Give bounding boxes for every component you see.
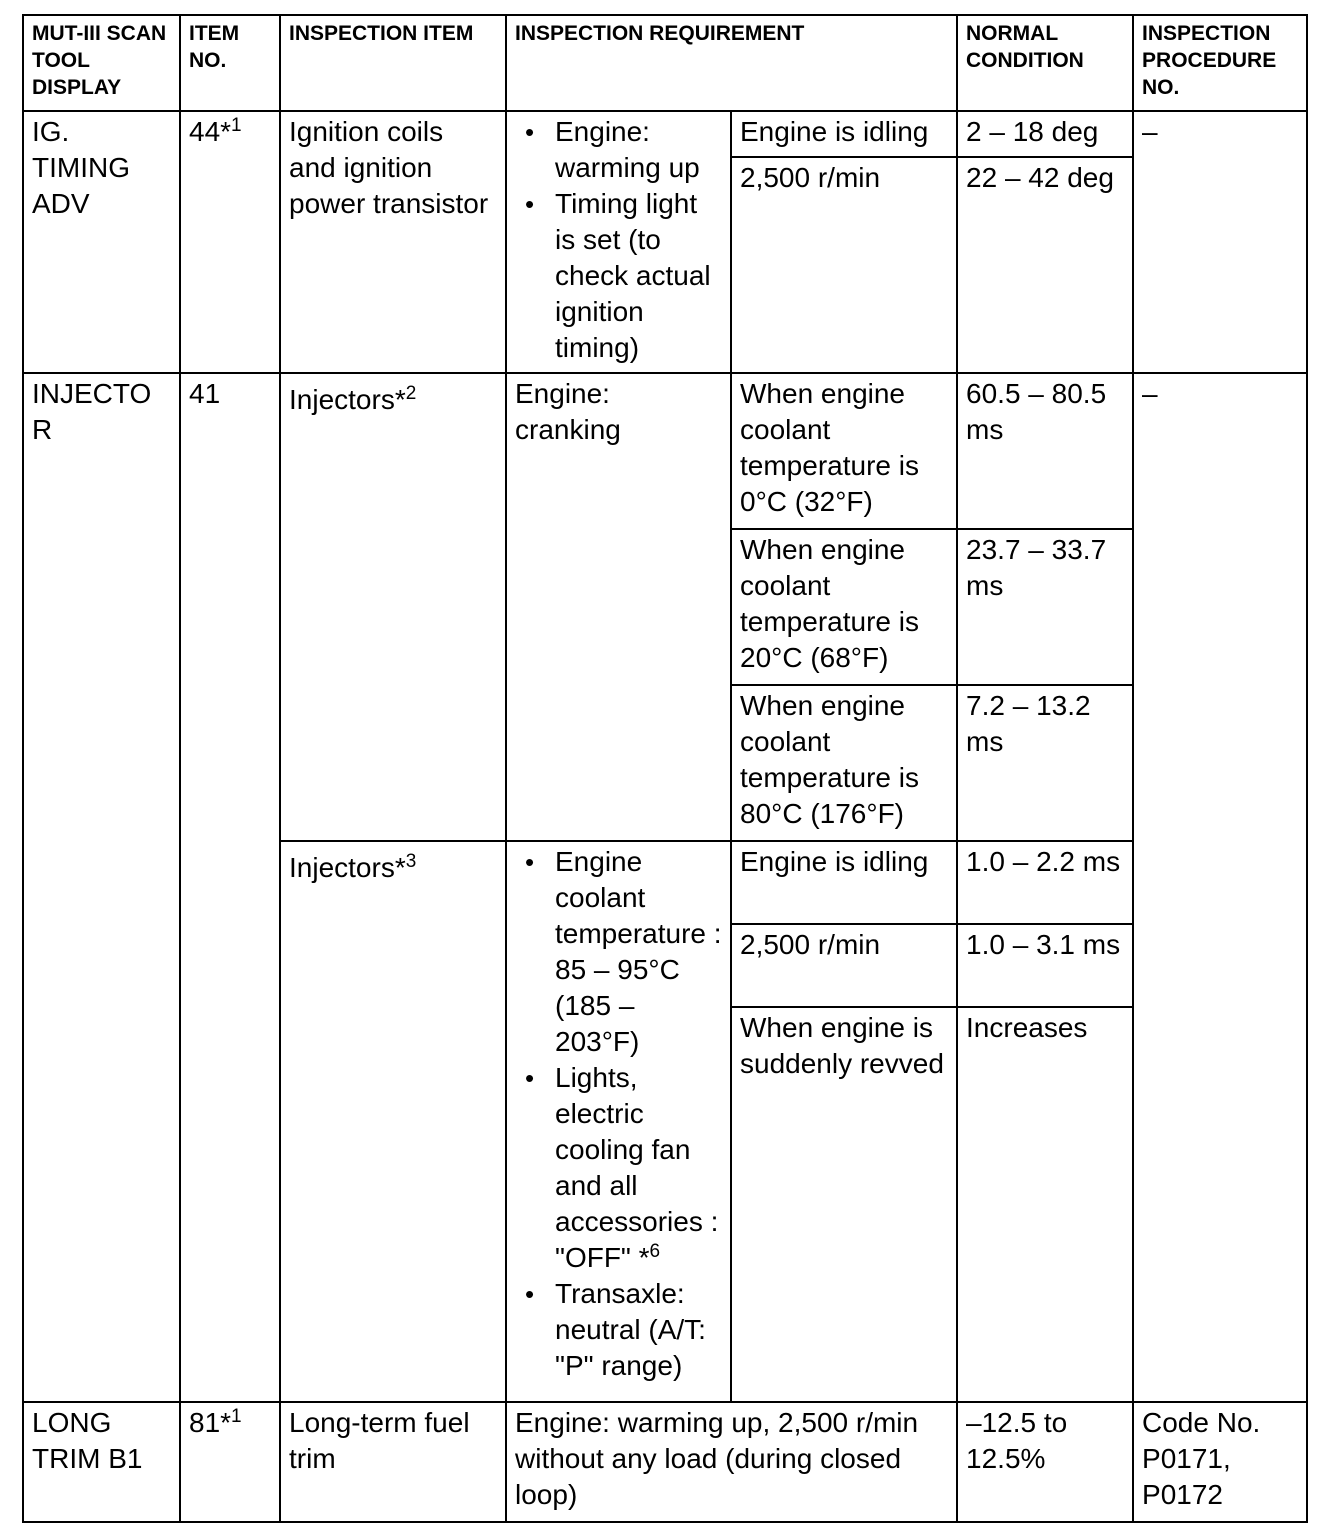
table-row <box>23 373 1307 529</box>
inj-b-normal: Increases <box>957 1007 1133 1402</box>
ig-item: Ignition coils and ignition power transistor <box>280 111 506 373</box>
inj-display: INJECTOR <box>23 373 180 1402</box>
header-row <box>23 15 1307 111</box>
ig-display: IG. TIMING ADV <box>23 111 180 373</box>
ltrim-normal: –12.5 to 12.5% <box>957 1402 1133 1522</box>
header-requirement: INSPECTION REQUIREMENT <box>506 15 957 111</box>
ig-normal: 2 – 18 deg <box>957 111 1133 157</box>
ig-procedure: – <box>1133 111 1307 373</box>
inj-b-condition: 2,500 r/min <box>731 924 957 1007</box>
header-display: MUT-III SCAN TOOL DISPLAY <box>23 15 180 111</box>
inj-b-condition: When engine is suddenly revved <box>731 1007 957 1402</box>
inj-item-no: 41 <box>180 373 280 1402</box>
inj-a-normal: 23.7 – 33.7 ms <box>957 529 1133 685</box>
inj-a-condition: When engine coolant temperature is 0°C (32°F) <box>731 373 957 529</box>
ltrim-item-no: 81*$^1$ <box>180 1402 280 1522</box>
list-item: • Engine coolant temperature : 85 – 95°C (185 – 203°F) <box>555 844 722 1060</box>
header-normal-condition: NORMAL CONDITION <box>957 15 1133 111</box>
ig-condition: Engine is idling <box>731 111 957 157</box>
ig-condition: 2,500 r/min <box>731 157 957 373</box>
inj-b-normal: 1.0 – 2.2 ms <box>957 841 1133 924</box>
list-item: • Timing light is set (to check actual ignition timing) <box>555 186 722 366</box>
ltrim-requirement: Engine: warming up, 2,500 r/min without any load (during closed loop) <box>506 1402 957 1522</box>
inj-b-requirement <box>506 841 731 1402</box>
ig-item-no: 44*$^1$ <box>180 111 280 373</box>
header-procedure-no: INSPECTION PROCEDURE NO. <box>1133 15 1307 111</box>
inj-a-condition: When engine coolant temperature is 80°C (176°F) <box>731 685 957 841</box>
list-item: • Engine: warming up <box>555 114 722 186</box>
inj-a-normal: 7.2 – 13.2 ms <box>957 685 1133 841</box>
inj-b-item: Injectors*$^3$ <box>280 841 506 1402</box>
inj-b-normal: 1.0 – 3.1 ms <box>957 924 1133 1007</box>
ltrim-procedure: Code No. P0171, P0172 <box>1133 1402 1307 1522</box>
inspection-table <box>22 14 1308 1523</box>
inj-a-item: Injectors*$^2$ <box>280 373 506 841</box>
ltrim-item: Long-term fuel trim <box>280 1402 506 1522</box>
header-item-no: ITEM NO. <box>180 15 280 111</box>
inj-a-condition: When engine coolant temperature is 20°C (68°F) <box>731 529 957 685</box>
inj-a-requirement: Engine: cranking <box>506 373 731 841</box>
list-item: • Transaxle: neutral (A/T: "P" range) <box>555 1276 722 1384</box>
header-inspection-item: INSPECTION ITEM <box>280 15 506 111</box>
inj-b-condition: Engine is idling <box>731 841 957 924</box>
list-item: • Lights, electric cooling fan and all accessories : "OFF" *$^6$ <box>555 1060 722 1276</box>
inj-procedure: – <box>1133 373 1307 1402</box>
table-row <box>23 1402 1307 1522</box>
ig-requirement <box>506 111 731 373</box>
ig-normal: 22 – 42 deg <box>957 157 1133 373</box>
inj-a-normal: 60.5 – 80.5 ms <box>957 373 1133 529</box>
ltrim-display: LONG TRIM B1 <box>23 1402 180 1522</box>
table-row <box>23 111 1307 157</box>
